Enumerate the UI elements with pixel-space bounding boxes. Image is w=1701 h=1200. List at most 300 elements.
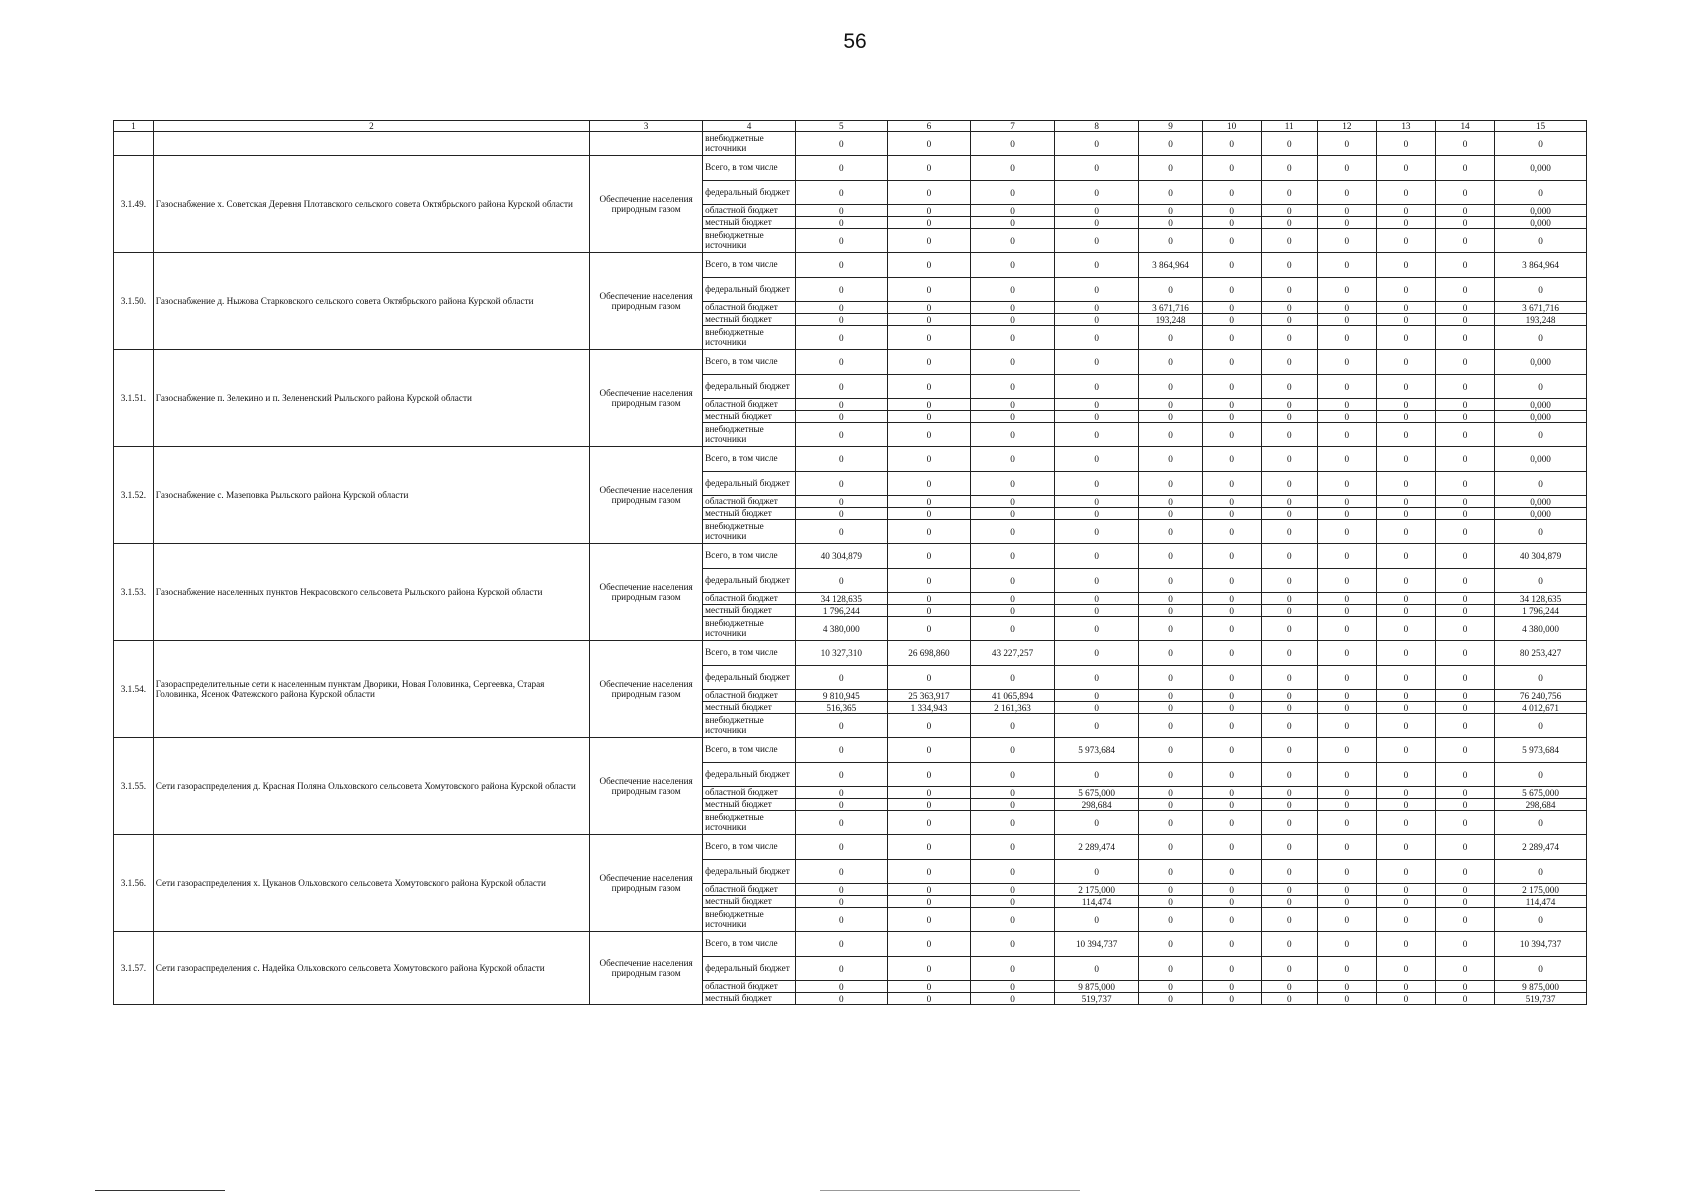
- value-cell: 0: [1376, 957, 1435, 981]
- source-label: федеральный бюджет: [703, 375, 796, 399]
- value-cell: 0: [795, 799, 887, 811]
- value-cell: 0: [1435, 811, 1494, 835]
- value-cell: 0: [1054, 447, 1139, 472]
- value-cell: 0,000: [1495, 447, 1587, 472]
- value-cell: 0: [1317, 932, 1376, 957]
- value-cell: 0: [795, 496, 887, 508]
- value-cell: 0: [1317, 229, 1376, 253]
- value-cell: 0: [1495, 811, 1587, 835]
- value-cell: 0: [887, 508, 971, 520]
- item-purpose: Обеспечение населения природным газом: [590, 544, 703, 641]
- value-cell: 0: [1435, 641, 1494, 666]
- value-cell: 0: [1435, 302, 1494, 314]
- value-cell: 0: [1435, 472, 1494, 496]
- value-cell: 0: [971, 787, 1055, 799]
- value-cell: 0: [1261, 932, 1317, 957]
- value-cell: 0: [1202, 860, 1261, 884]
- value-cell: 0: [1139, 957, 1202, 981]
- value-cell: 0: [887, 375, 971, 399]
- value-cell: 0: [1054, 375, 1139, 399]
- value-cell: 3 864,964: [1139, 253, 1202, 278]
- column-number-header: 4: [703, 121, 796, 132]
- value-cell: 0,000: [1495, 217, 1587, 229]
- item-code: 3.1.51.: [114, 350, 154, 447]
- value-cell: 0: [1317, 787, 1376, 799]
- value-cell: 0: [1376, 884, 1435, 896]
- value-cell: 0: [887, 156, 971, 181]
- value-cell: 5 973,684: [1054, 738, 1139, 763]
- value-cell: 0: [1261, 544, 1317, 569]
- value-cell: 0: [1317, 156, 1376, 181]
- value-cell: 0: [1139, 908, 1202, 932]
- item-purpose: Обеспечение населения природным газом: [590, 641, 703, 738]
- source-label: Всего, в том числе: [703, 738, 796, 763]
- value-cell: 3 864,964: [1495, 253, 1587, 278]
- value-cell: 0: [1317, 411, 1376, 423]
- value-cell: 0: [887, 326, 971, 350]
- value-cell: 0: [1435, 957, 1494, 981]
- column-number-header: 11: [1261, 121, 1317, 132]
- value-cell: 0: [1202, 156, 1261, 181]
- value-cell: 0: [1139, 205, 1202, 217]
- value-cell: 0: [795, 908, 887, 932]
- value-cell: 0: [1202, 569, 1261, 593]
- value-cell: 0: [1435, 253, 1494, 278]
- value-cell: 0: [887, 544, 971, 569]
- value-cell: 0: [1376, 132, 1435, 156]
- value-cell: 0: [795, 787, 887, 799]
- value-cell: 0: [1435, 993, 1494, 1005]
- value-cell: 0: [1054, 314, 1139, 326]
- value-cell: 0: [1435, 423, 1494, 447]
- value-cell: 0: [1139, 350, 1202, 375]
- value-cell: 0: [1317, 520, 1376, 544]
- value-cell: 0: [1054, 908, 1139, 932]
- value-cell: 0: [1139, 447, 1202, 472]
- value-cell: 0: [1261, 835, 1317, 860]
- value-cell: 0: [1139, 593, 1202, 605]
- value-cell: 0: [795, 666, 887, 690]
- value-cell: 0: [1202, 278, 1261, 302]
- value-cell: 0: [1376, 738, 1435, 763]
- value-cell: 0: [1435, 156, 1494, 181]
- value-cell: 0: [971, 617, 1055, 641]
- column-number-header: 2: [153, 121, 589, 132]
- table-row: [114, 156, 1587, 181]
- value-cell: 0: [1495, 472, 1587, 496]
- value-cell: 0: [1376, 666, 1435, 690]
- source-label: областной бюджет: [703, 302, 796, 314]
- value-cell: 519,737: [1495, 993, 1587, 1005]
- value-cell: 0: [1202, 229, 1261, 253]
- value-cell: 0: [1435, 326, 1494, 350]
- value-cell: 0: [1139, 496, 1202, 508]
- value-cell: 0: [1435, 229, 1494, 253]
- value-cell: 0: [971, 593, 1055, 605]
- value-cell: 0: [971, 314, 1055, 326]
- value-cell: 0: [1376, 811, 1435, 835]
- value-cell: 0: [1139, 799, 1202, 811]
- value-cell: 0: [1317, 605, 1376, 617]
- value-cell: 5 675,000: [1054, 787, 1139, 799]
- value-cell: 0: [1054, 811, 1139, 835]
- value-cell: 0: [887, 666, 971, 690]
- value-cell: 0: [971, 496, 1055, 508]
- value-cell: 0: [1139, 738, 1202, 763]
- value-cell: 9 810,945: [795, 690, 887, 702]
- value-cell: 0: [1376, 981, 1435, 993]
- value-cell: 0: [1054, 302, 1139, 314]
- value-cell: 1 796,244: [795, 605, 887, 617]
- value-cell: 0: [1261, 787, 1317, 799]
- table-row: [114, 738, 1587, 763]
- value-cell: 0: [795, 472, 887, 496]
- value-cell: 0: [887, 350, 971, 375]
- column-number-header: 10: [1202, 121, 1261, 132]
- value-cell: 0: [1495, 229, 1587, 253]
- value-cell: 0: [1202, 763, 1261, 787]
- value-cell: 0: [795, 763, 887, 787]
- value-cell: 0: [1376, 399, 1435, 411]
- source-label: федеральный бюджет: [703, 860, 796, 884]
- source-label: областной бюджет: [703, 884, 796, 896]
- value-cell: 0: [1376, 569, 1435, 593]
- value-cell: 0: [1317, 860, 1376, 884]
- source-label: местный бюджет: [703, 993, 796, 1005]
- value-cell: 0: [1261, 896, 1317, 908]
- value-cell: 0: [1202, 884, 1261, 896]
- value-cell: 0: [1435, 181, 1494, 205]
- value-cell: 0: [1376, 763, 1435, 787]
- budget-table: [113, 120, 1587, 1005]
- value-cell: 0: [1054, 617, 1139, 641]
- value-cell: 0: [1139, 278, 1202, 302]
- value-cell: 0: [1139, 217, 1202, 229]
- value-cell: 0: [1435, 278, 1494, 302]
- value-cell: 0: [1435, 375, 1494, 399]
- value-cell: 0: [1202, 217, 1261, 229]
- item-purpose: Обеспечение населения природным газом: [590, 156, 703, 253]
- value-cell: 0: [1139, 132, 1202, 156]
- value-cell: 0: [1139, 763, 1202, 787]
- item-name-cell: [153, 132, 589, 156]
- value-cell: 0: [887, 423, 971, 447]
- column-number-header: 12: [1317, 121, 1376, 132]
- item-code-cell: [114, 132, 154, 156]
- value-cell: 0: [795, 278, 887, 302]
- value-cell: 0: [971, 884, 1055, 896]
- value-cell: 0: [1317, 738, 1376, 763]
- value-cell: 0: [795, 302, 887, 314]
- value-cell: 0: [1261, 860, 1317, 884]
- value-cell: 0: [1435, 690, 1494, 702]
- value-cell: 0: [1202, 132, 1261, 156]
- value-cell: 0: [1202, 605, 1261, 617]
- value-cell: 0: [1261, 472, 1317, 496]
- value-cell: 0: [1317, 278, 1376, 302]
- value-cell: 0: [971, 350, 1055, 375]
- value-cell: 0: [1495, 132, 1587, 156]
- value-cell: 0: [1376, 278, 1435, 302]
- value-cell: 0: [1435, 908, 1494, 932]
- source-label: Всего, в том числе: [703, 544, 796, 569]
- value-cell: 0: [1054, 690, 1139, 702]
- value-cell: 0: [1261, 702, 1317, 714]
- value-cell: 0: [971, 738, 1055, 763]
- value-cell: 0: [1376, 375, 1435, 399]
- value-cell: 0: [887, 896, 971, 908]
- value-cell: 0: [1054, 217, 1139, 229]
- item-name: Газораспределительные сети к населенным пунктам Дворики, Новая Головинка, Сергеевка, Старая Головинка, Ясенок Фатежского района Курской области: [153, 641, 589, 738]
- column-number-header: 15: [1495, 121, 1587, 132]
- value-cell: 0,000: [1495, 156, 1587, 181]
- value-cell: 0: [971, 908, 1055, 932]
- value-cell: 0: [1376, 702, 1435, 714]
- value-cell: 0: [1495, 860, 1587, 884]
- value-cell: 0: [1054, 593, 1139, 605]
- value-cell: 0: [1139, 932, 1202, 957]
- value-cell: 0: [1317, 957, 1376, 981]
- value-cell: 0: [1139, 181, 1202, 205]
- value-cell: 0: [1054, 508, 1139, 520]
- value-cell: 0: [887, 205, 971, 217]
- value-cell: 3 671,716: [1139, 302, 1202, 314]
- value-cell: 0: [887, 835, 971, 860]
- source-label: местный бюджет: [703, 605, 796, 617]
- value-cell: 0: [1435, 508, 1494, 520]
- value-cell: 0: [1054, 763, 1139, 787]
- value-cell: 0: [1435, 399, 1494, 411]
- source-label: областной бюджет: [703, 690, 796, 702]
- value-cell: 0: [1317, 423, 1376, 447]
- value-cell: 0: [1139, 229, 1202, 253]
- value-cell: 0: [1139, 399, 1202, 411]
- value-cell: 0: [1054, 350, 1139, 375]
- value-cell: 0: [1261, 314, 1317, 326]
- value-cell: 0: [1317, 472, 1376, 496]
- value-cell: 9 875,000: [1054, 981, 1139, 993]
- column-number-header: 1: [114, 121, 154, 132]
- value-cell: 40 304,879: [1495, 544, 1587, 569]
- value-cell: 0: [1317, 302, 1376, 314]
- item-name: Сети газораспределения х. Цуканов Ольховского сельсовета Хомутовского района Курской области: [153, 835, 589, 932]
- value-cell: 0: [795, 205, 887, 217]
- value-cell: 114,474: [1495, 896, 1587, 908]
- value-cell: 0: [795, 132, 887, 156]
- value-cell: 0: [1139, 835, 1202, 860]
- value-cell: 0: [1054, 666, 1139, 690]
- value-cell: 0: [1139, 787, 1202, 799]
- column-number-header: 13: [1376, 121, 1435, 132]
- value-cell: 0: [1202, 472, 1261, 496]
- value-cell: 0: [1495, 763, 1587, 787]
- value-cell: 0: [1054, 326, 1139, 350]
- value-cell: 0: [1376, 156, 1435, 181]
- value-cell: 4 012,671: [1495, 702, 1587, 714]
- value-cell: 0: [1202, 787, 1261, 799]
- value-cell: 0: [1435, 714, 1494, 738]
- value-cell: 0: [1376, 860, 1435, 884]
- value-cell: 0: [887, 520, 971, 544]
- value-cell: 0: [1139, 666, 1202, 690]
- value-cell: 76 240,756: [1495, 690, 1587, 702]
- value-cell: 0: [971, 302, 1055, 314]
- table-row: [114, 350, 1587, 375]
- value-cell: 0: [1202, 835, 1261, 860]
- value-cell: 0: [1317, 181, 1376, 205]
- value-cell: 0: [1376, 496, 1435, 508]
- value-cell: 0: [887, 278, 971, 302]
- value-cell: 0: [1317, 496, 1376, 508]
- value-cell: 0: [1139, 641, 1202, 666]
- source-label: федеральный бюджет: [703, 957, 796, 981]
- value-cell: 0: [1054, 496, 1139, 508]
- source-label: местный бюджет: [703, 896, 796, 908]
- value-cell: 0: [971, 714, 1055, 738]
- value-cell: 34 128,635: [795, 593, 887, 605]
- value-cell: 0: [1054, 156, 1139, 181]
- value-cell: 0: [1261, 447, 1317, 472]
- source-label: федеральный бюджет: [703, 181, 796, 205]
- value-cell: 0: [1202, 641, 1261, 666]
- value-cell: 1 796,244: [1495, 605, 1587, 617]
- value-cell: 0: [1139, 508, 1202, 520]
- value-cell: 0: [1202, 326, 1261, 350]
- value-cell: 0: [1054, 957, 1139, 981]
- value-cell: 0: [887, 314, 971, 326]
- value-cell: 0: [1376, 447, 1435, 472]
- value-cell: 0: [971, 205, 1055, 217]
- value-cell: 0: [1054, 569, 1139, 593]
- value-cell: 0: [887, 472, 971, 496]
- value-cell: 0: [1261, 375, 1317, 399]
- source-label: местный бюджет: [703, 411, 796, 423]
- source-label: Всего, в том числе: [703, 932, 796, 957]
- value-cell: 0: [1435, 860, 1494, 884]
- value-cell: 2 175,000: [1054, 884, 1139, 896]
- value-cell: 0: [1139, 472, 1202, 496]
- value-cell: 0: [1317, 375, 1376, 399]
- value-cell: 0: [795, 447, 887, 472]
- column-number-header: 14: [1435, 121, 1494, 132]
- value-cell: 0: [971, 932, 1055, 957]
- value-cell: 0: [1202, 811, 1261, 835]
- value-cell: 0: [971, 411, 1055, 423]
- value-cell: 0: [1261, 763, 1317, 787]
- value-cell: 0: [1495, 957, 1587, 981]
- source-label: федеральный бюджет: [703, 278, 796, 302]
- value-cell: 0: [1376, 605, 1435, 617]
- value-cell: 0: [1261, 605, 1317, 617]
- value-cell: 0: [1261, 326, 1317, 350]
- value-cell: 193,248: [1139, 314, 1202, 326]
- value-cell: 0,000: [1495, 399, 1587, 411]
- scan-artifact-line: [95, 1190, 225, 1191]
- value-cell: 0: [1139, 326, 1202, 350]
- value-cell: 0: [1376, 835, 1435, 860]
- value-cell: 0: [1376, 641, 1435, 666]
- value-cell: 0: [1054, 472, 1139, 496]
- value-cell: 0: [795, 981, 887, 993]
- value-cell: 10 394,737: [1054, 932, 1139, 957]
- value-cell: 0: [887, 617, 971, 641]
- value-cell: 0: [1202, 666, 1261, 690]
- value-cell: 0,000: [1495, 508, 1587, 520]
- value-cell: 0: [1261, 617, 1317, 641]
- value-cell: 0: [971, 860, 1055, 884]
- value-cell: 0,000: [1495, 411, 1587, 423]
- value-cell: 41 065,894: [971, 690, 1055, 702]
- value-cell: 0: [887, 787, 971, 799]
- value-cell: 0: [795, 229, 887, 253]
- value-cell: 26 698,860: [887, 641, 971, 666]
- value-cell: 0: [1202, 350, 1261, 375]
- value-cell: 0: [887, 993, 971, 1005]
- value-cell: 0: [795, 217, 887, 229]
- value-cell: 34 128,635: [1495, 593, 1587, 605]
- value-cell: 0: [887, 496, 971, 508]
- value-cell: 0: [1376, 593, 1435, 605]
- value-cell: 0: [1495, 666, 1587, 690]
- value-cell: 0: [1202, 593, 1261, 605]
- value-cell: 0: [1202, 799, 1261, 811]
- value-cell: 0: [1261, 399, 1317, 411]
- source-label: федеральный бюджет: [703, 763, 796, 787]
- value-cell: 0: [887, 181, 971, 205]
- item-code: 3.1.49.: [114, 156, 154, 253]
- item-name: Газоснабжение х. Советская Деревня Плотавского сельского совета Октябрьского района Курской области: [153, 156, 589, 253]
- table-body: [114, 132, 1587, 1005]
- value-cell: 0: [1261, 993, 1317, 1005]
- value-cell: 0: [1202, 932, 1261, 957]
- value-cell: 0: [1261, 981, 1317, 993]
- value-cell: 0: [1495, 375, 1587, 399]
- value-cell: 0: [1139, 811, 1202, 835]
- value-cell: 0: [1139, 702, 1202, 714]
- source-label: внебюджетные источники: [703, 811, 796, 835]
- value-cell: 0: [1317, 617, 1376, 641]
- value-cell: 0: [971, 278, 1055, 302]
- item-name: Газоснабжение населенных пунктов Некрасовского сельсовета Рыльского района Курской области: [153, 544, 589, 641]
- source-label: внебюджетные источники: [703, 520, 796, 544]
- value-cell: 0: [1435, 217, 1494, 229]
- value-cell: 0: [1317, 981, 1376, 993]
- value-cell: 0: [971, 993, 1055, 1005]
- value-cell: 0: [887, 932, 971, 957]
- value-cell: 0: [795, 714, 887, 738]
- value-cell: 0: [1202, 447, 1261, 472]
- table-row: [114, 932, 1587, 957]
- value-cell: 0: [1139, 544, 1202, 569]
- value-cell: 0: [1202, 314, 1261, 326]
- value-cell: 0: [1054, 641, 1139, 666]
- value-cell: 0: [971, 375, 1055, 399]
- value-cell: 0: [1435, 496, 1494, 508]
- value-cell: 0: [887, 981, 971, 993]
- source-label: областной бюджет: [703, 593, 796, 605]
- source-label: Всего, в том числе: [703, 156, 796, 181]
- item-code: 3.1.57.: [114, 932, 154, 1005]
- column-number-header: 8: [1054, 121, 1139, 132]
- value-cell: 0: [887, 714, 971, 738]
- value-cell: 0: [887, 811, 971, 835]
- value-cell: 0: [1495, 908, 1587, 932]
- column-number-header: 7: [971, 121, 1055, 132]
- value-cell: 0: [1139, 981, 1202, 993]
- value-cell: 298,684: [1054, 799, 1139, 811]
- value-cell: 0: [1317, 253, 1376, 278]
- value-cell: 0: [1317, 217, 1376, 229]
